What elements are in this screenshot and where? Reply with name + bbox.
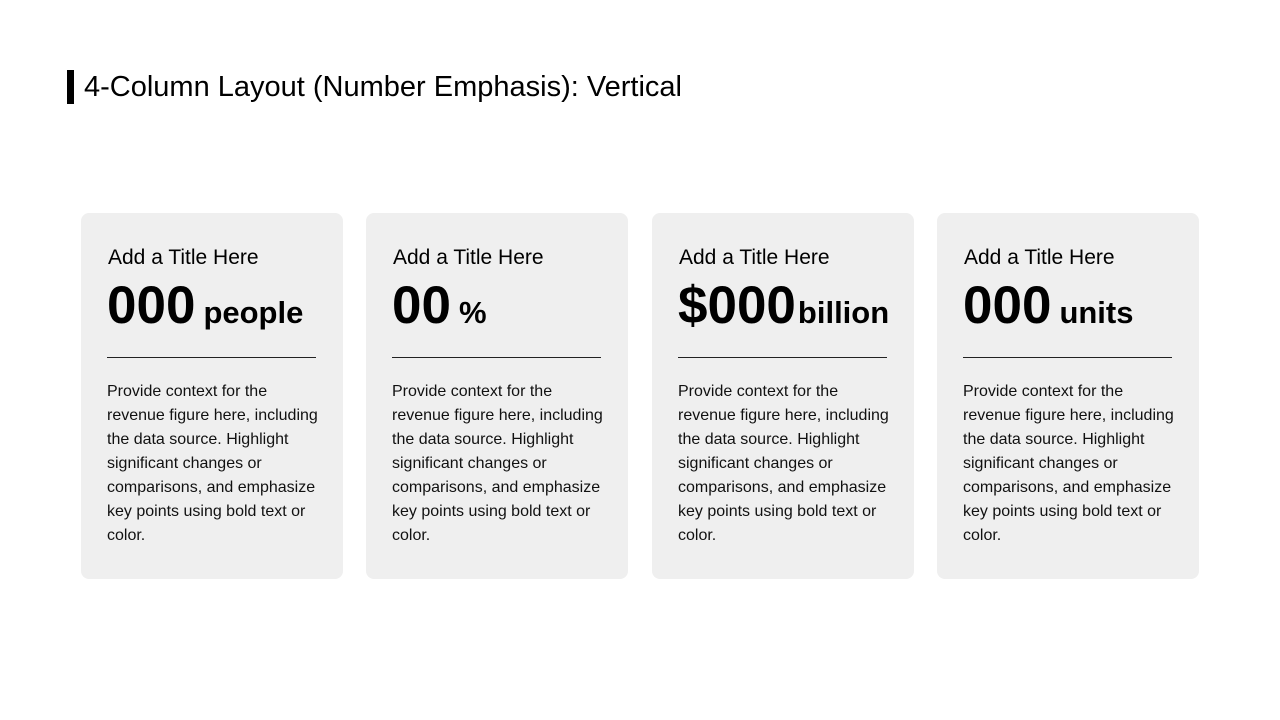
stat-card-units bbox=[937, 213, 1199, 579]
card-figure-value: $000 bbox=[678, 276, 796, 335]
stat-card-percent bbox=[366, 213, 628, 579]
card-figure bbox=[107, 275, 303, 337]
stat-card-people bbox=[81, 213, 343, 579]
card-divider bbox=[107, 357, 316, 358]
card-figure-unit: people bbox=[203, 295, 304, 330]
card-divider bbox=[678, 357, 887, 358]
card-title: Add a Title Here bbox=[964, 246, 1115, 269]
card-divider bbox=[963, 357, 1172, 358]
card-body-text: Provide context for the revenue figure here, including the data source. Highlight significant changes or comparisons, and emphasize key points using bold text or color. bbox=[963, 383, 1174, 544]
card-body-text: Provide context for the revenue figure here, including the data source. Highlight significant changes or comparisons, and emphasize key points using bold text or color. bbox=[392, 383, 603, 544]
card-figure-unit: % bbox=[458, 295, 487, 330]
page-title bbox=[67, 70, 682, 104]
card-title: Add a Title Here bbox=[679, 246, 830, 269]
stat-card-billion bbox=[652, 213, 914, 579]
card-figure-unit: units bbox=[1059, 295, 1134, 330]
card-figure-value: 000 bbox=[107, 276, 196, 335]
card-figure-value: 000 bbox=[963, 276, 1052, 335]
card-figure bbox=[963, 275, 1134, 337]
title-accent-bar bbox=[67, 70, 74, 104]
card-figure bbox=[678, 275, 889, 337]
card-body-text: Provide context for the revenue figure here, including the data source. Highlight significant changes or comparisons, and emphasize key points using bold text or color. bbox=[678, 383, 889, 544]
card-divider bbox=[392, 357, 601, 358]
card-figure bbox=[392, 275, 487, 337]
card-figure-value: 00 bbox=[392, 276, 451, 335]
card-title: Add a Title Here bbox=[108, 246, 259, 269]
card-title: Add a Title Here bbox=[393, 246, 544, 269]
card-body-text: Provide context for the revenue figure here, including the data source. Highlight significant changes or comparisons, and emphasize key points using bold text or color. bbox=[107, 383, 318, 544]
card-figure-unit: billion bbox=[797, 295, 890, 330]
page-title-text: 4-Column Layout (Number Emphasis): Vertical bbox=[84, 71, 682, 103]
